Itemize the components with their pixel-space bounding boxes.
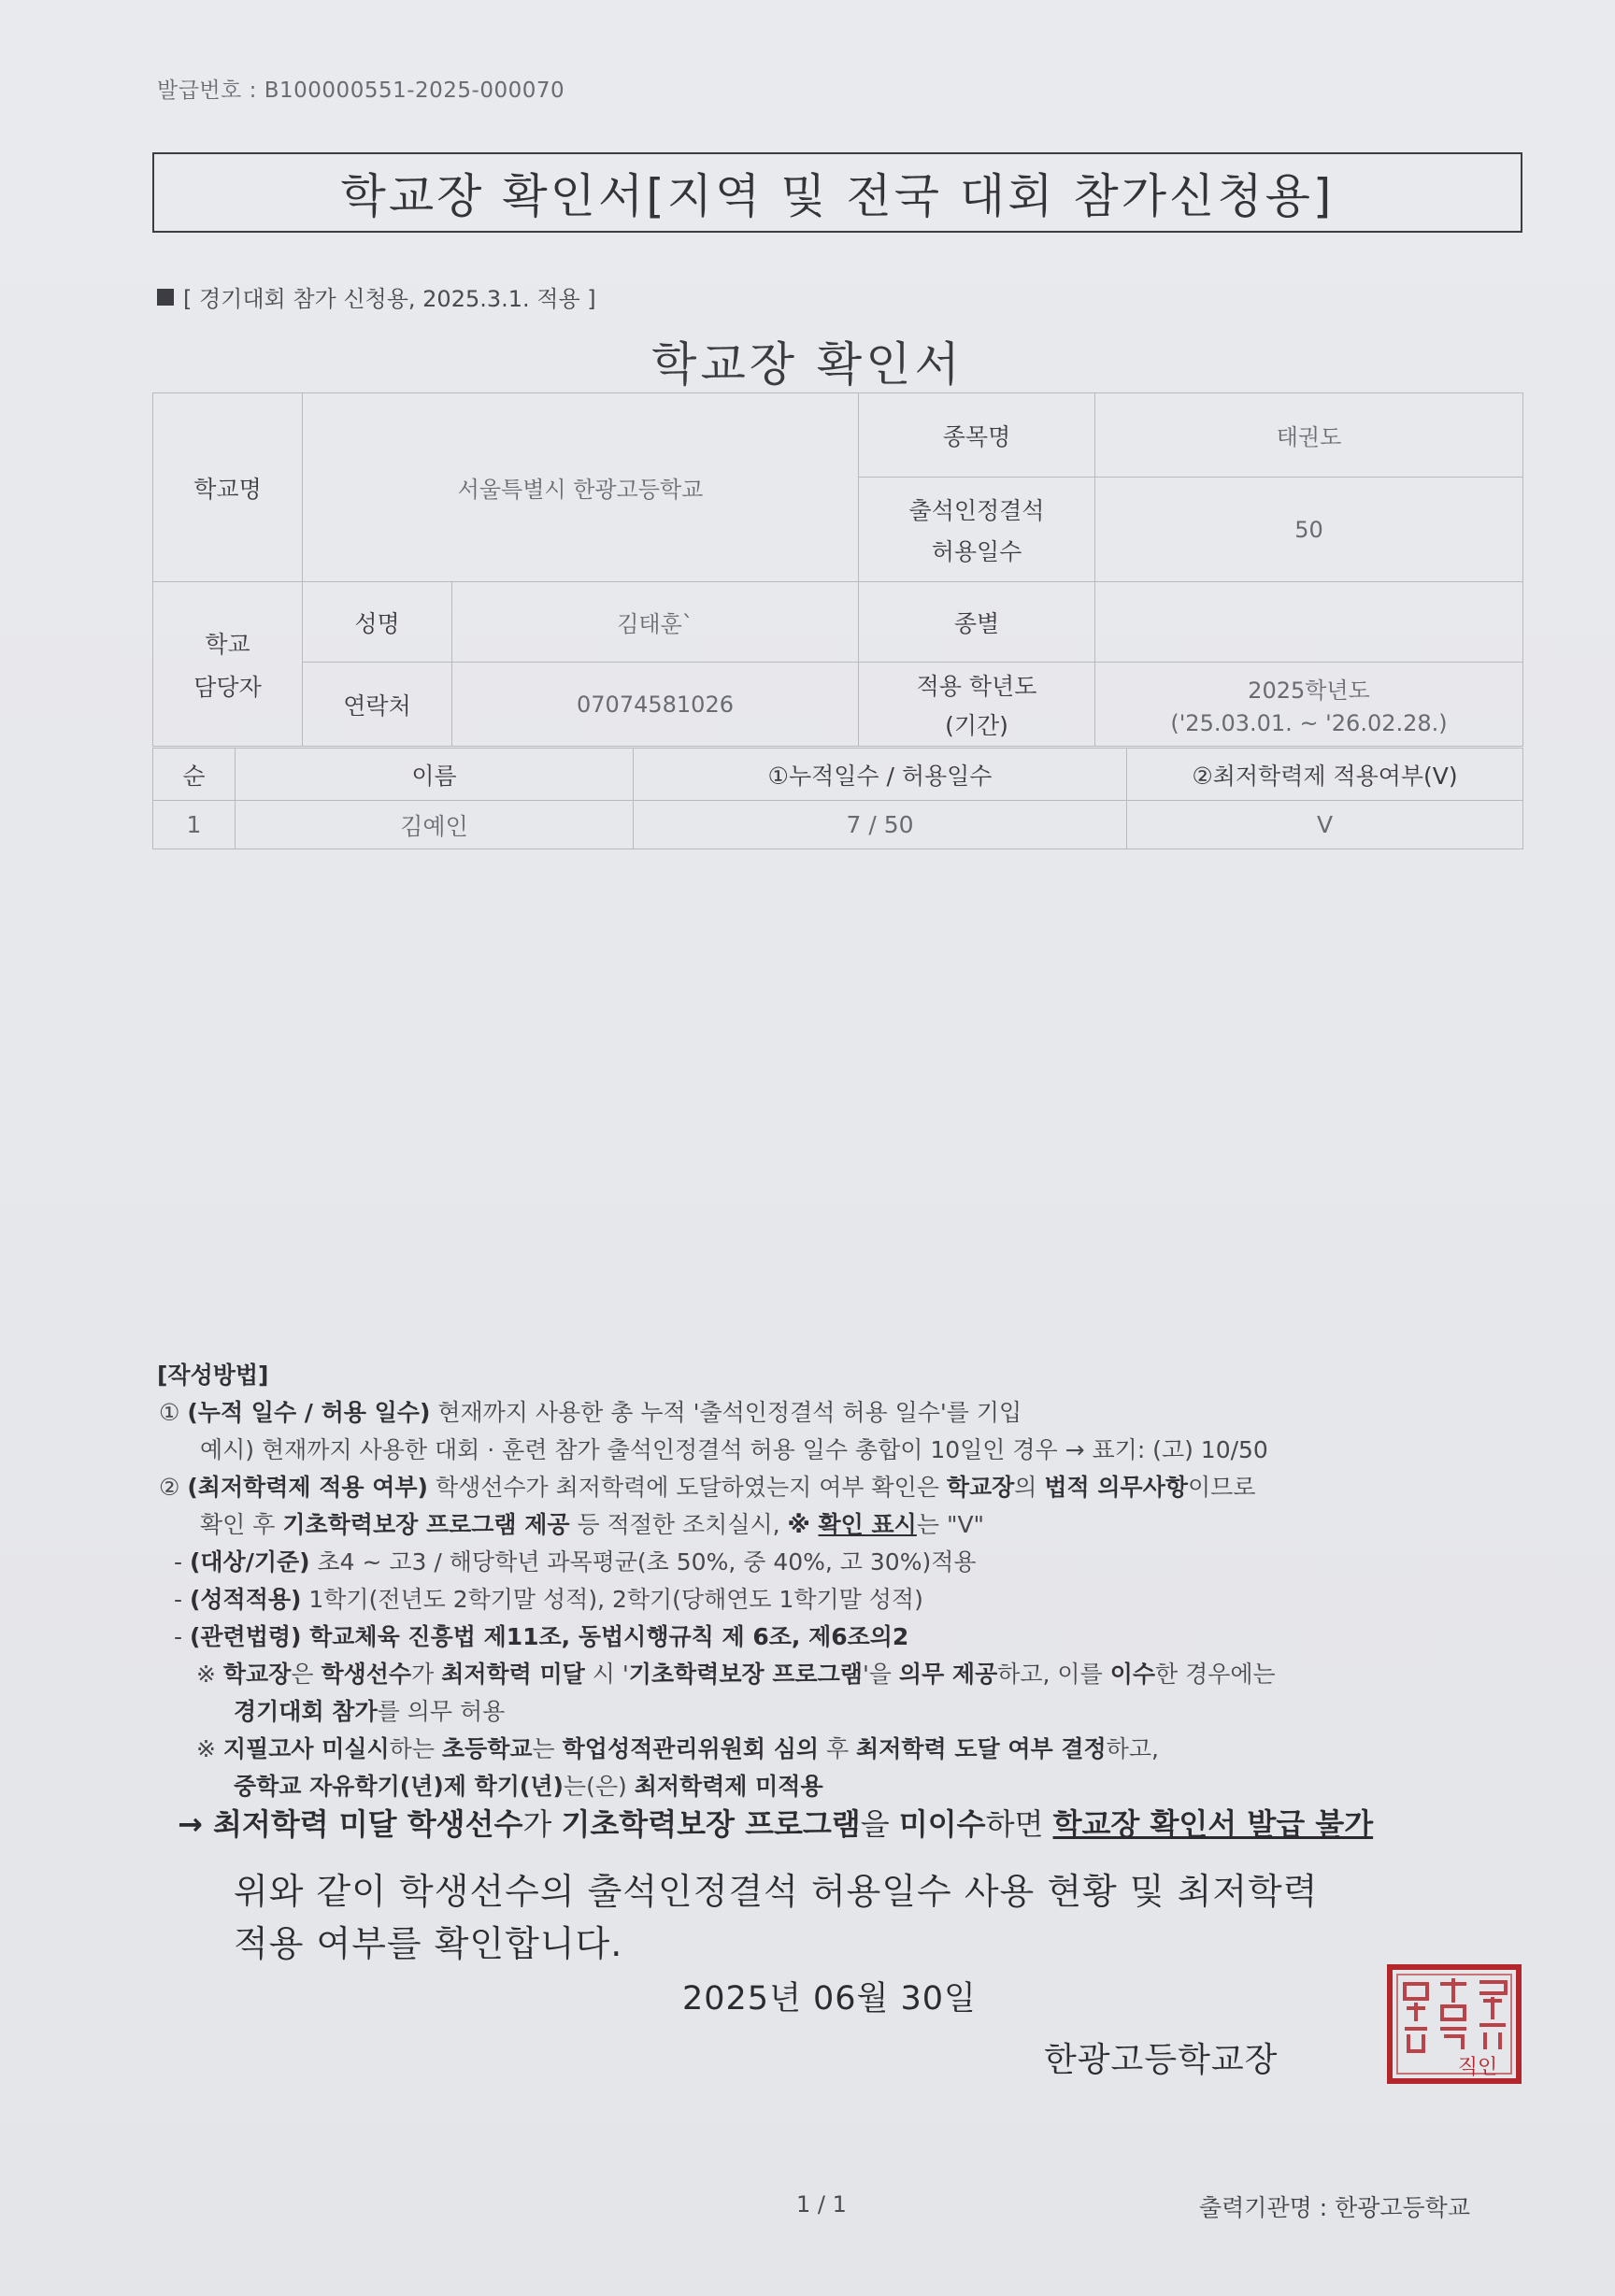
page-number: 1 / 1: [796, 2191, 847, 2218]
instruction-note-2: ※ 지필고사 미실시하는 초등학교는 학업성적관리위원회 심의 후 최저학력 도달 여부 결정하고,: [196, 1735, 1159, 1762]
name-label: 성명: [303, 582, 452, 663]
warning-line: → 최저학력 미달 학생선수가 기초학력보장 프로그램을 미이수하면 학교장 확인서 발급 불가: [178, 1806, 1374, 1842]
instruction-note-2-cont: 중학교 자유학기(년)제 학기(년)는(은) 최저학력제 미적용: [234, 1773, 823, 1800]
seal-text: 직인: [1457, 2056, 1498, 2079]
row-no: 1: [153, 801, 236, 849]
instruction-2: ② (최저학력제 적용 여부) 학생선수가 최저학력에 도달하였는지 여부 확인은 학교장의 법적 의무사항이므로: [159, 1474, 1256, 1501]
year-value-line2: ('25.03.01. ~ '26.02.28.): [1170, 710, 1448, 736]
main-title: 학교장 확인서[지역 및 전국 대회 참가신청용]: [340, 169, 1335, 223]
event-value: 태권도: [1095, 393, 1523, 478]
square-bullet-icon: [157, 289, 174, 306]
manager-label-line1: 학교: [205, 630, 250, 658]
year-label-line2: (기간): [945, 711, 1008, 739]
instruction-example: 예시) 현재까지 사용한 대회 · 훈련 참가 출석인정결석 허용 일수 총합이 10일인 경우 → 표기: (고) 10/50: [200, 1436, 1268, 1463]
confirmation-line-2: 적용 여부를 확인합니다.: [234, 1923, 623, 1964]
contact-label: 연락처: [303, 663, 452, 747]
school-label: 학교명: [153, 393, 303, 582]
info-table: [152, 392, 1523, 747]
row-applied: V: [1127, 801, 1523, 849]
table-row: [153, 801, 1523, 849]
output-organization: 출력기관명 : 한광고등학교: [1199, 2194, 1470, 2221]
instruction-note-1: ※ 학교장은 학생선수가 최저학력 미달 시 '기초학력보장 프로그램'을 의무 제공하고, 이를 이수한 경우에는: [196, 1661, 1276, 1688]
year-value: [1095, 663, 1523, 747]
confirmation-line-1: 위와 같이 학생선수의 출석인정결석 허용일수 사용 현황 및 최저학력: [234, 1871, 1319, 1912]
subtitle-line: [157, 280, 596, 313]
issue-date: 2025년 06월 30일: [682, 1980, 977, 2018]
year-value-line1: 2025학년도: [1248, 677, 1370, 704]
athlete-list-table: [152, 748, 1523, 849]
main-title-box: [152, 152, 1522, 233]
row-name: 김예인: [236, 801, 634, 849]
year-label: [859, 663, 1095, 747]
contact-value: 07074581026: [452, 663, 859, 747]
official-seal-icon: [1386, 1963, 1522, 2085]
event-label: 종목명: [859, 393, 1095, 478]
confirmation-statement: [234, 1865, 1318, 1970]
document-title: 학교장 확인서: [651, 337, 964, 392]
instructions-heading: [작성방법]: [157, 1362, 269, 1389]
name-value: 김태훈`: [452, 582, 859, 663]
instruction-note-1-cont: 경기대회 참가를 의무 허용: [234, 1698, 506, 1725]
instruction-law: - (관련법령) 학교체육 진흥법 제11조, 동법시행규칙 제 6조, 제6조의2: [174, 1623, 909, 1650]
manager-label-line2: 담당자: [193, 673, 262, 701]
header-name: 이름: [236, 749, 634, 801]
absence-label-line2: 허용일수: [931, 537, 1022, 565]
instruction-1: ① (누적 일수 / 허용 일수) 현재까지 사용한 총 누적 '출석인정결석 허용 일수'를 기입: [159, 1399, 1022, 1426]
subtitle: [ 경기대회 참가 신청용, 2025.3.1. 적용 ]: [183, 286, 596, 312]
absence-label: [859, 478, 1095, 582]
category-value: [1095, 582, 1523, 663]
absence-value: 50: [1095, 478, 1523, 582]
instruction-target: - (대상/기준) 초4 ~ 고3 / 해당학년 과목평균(초 50%, 중 40%, 고 30%)적용: [174, 1548, 977, 1576]
year-label-line1: 적용 학년도: [916, 672, 1037, 700]
issue-number: 발급번호 : B100000551-2025-000070: [157, 78, 565, 103]
row-days: 7 / 50: [634, 801, 1127, 849]
instruction-grades: - (성적적용) 1학기(전년도 2학기말 성적), 2학기(당해연도 1학기말 성적): [174, 1586, 923, 1613]
manager-label: [153, 582, 303, 747]
absence-label-line1: 출석인정결석: [908, 496, 1045, 524]
category-label: 종별: [859, 582, 1095, 663]
school-value: 서울특별시 한광고등학교: [303, 393, 859, 582]
header-applied: ②최저학력제 적용여부(V): [1127, 749, 1523, 801]
header-days: ①누적일수 / 허용일수: [634, 749, 1127, 801]
instruction-2-cont: 확인 후 기초학력보장 프로그램 제공 등 적절한 조치실시, ※ 확인 표시는 "V": [200, 1511, 985, 1538]
instructions: [157, 1357, 1522, 1805]
header-no: 순: [153, 749, 236, 801]
principal-name: 한광고등학교장: [1044, 2041, 1279, 2079]
